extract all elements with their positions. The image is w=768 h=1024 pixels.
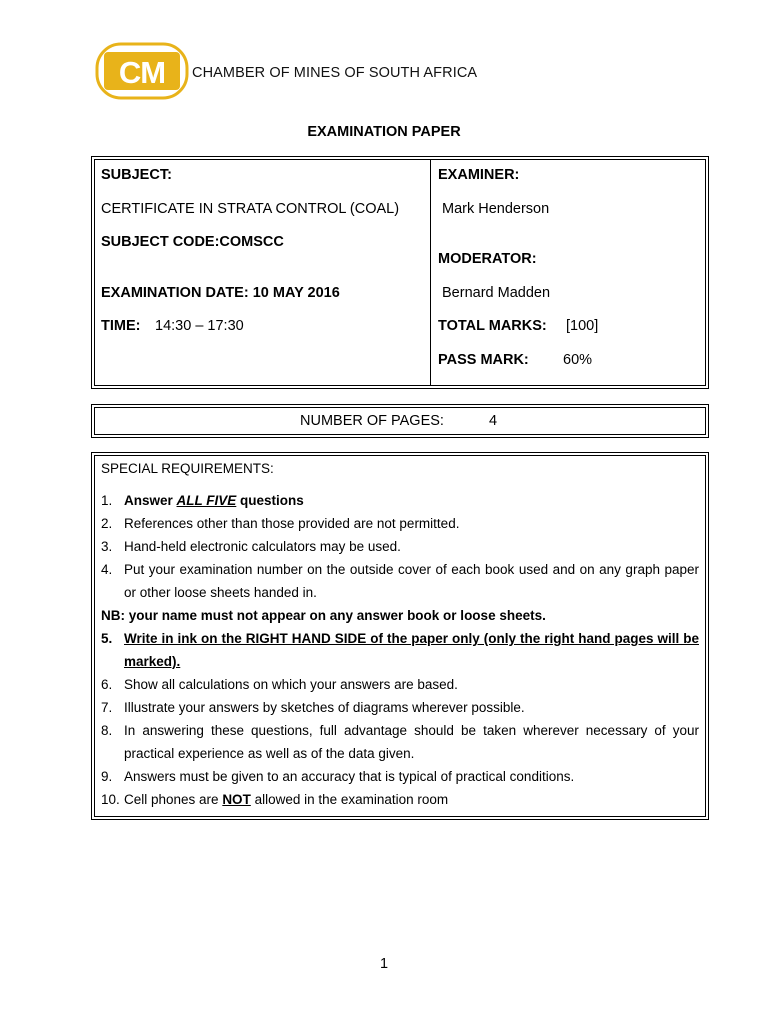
- list-item: [101, 558, 699, 604]
- list-item: [101, 765, 699, 788]
- moderator-label: MODERATOR:: [438, 251, 537, 267]
- subject-code: SUBJECT CODE:COMSCC: [101, 234, 284, 250]
- examiner-value: Mark Henderson: [442, 201, 550, 217]
- organization-logo: [95, 42, 477, 100]
- pass-mark-label: PASS MARK:: [438, 352, 529, 368]
- item-text-part: allowed in the examination room: [250, 792, 449, 807]
- item-number: 10.: [101, 792, 120, 807]
- item-text: Hand-held electronic calculators may be used.: [124, 539, 401, 554]
- cm-logo-icon: [95, 42, 189, 100]
- item-number: 7.: [101, 700, 113, 715]
- item-number: 5.: [101, 631, 113, 646]
- item-text: Show all calculations on which your answers are based.: [124, 677, 458, 692]
- pass-mark-value: 60%: [563, 352, 593, 368]
- requirements-heading: SPECIAL REQUIREMENTS:: [101, 461, 274, 476]
- column-divider: [430, 160, 431, 385]
- document-title: EXAMINATION PAPER: [307, 124, 461, 140]
- item-number: 4.: [101, 562, 113, 577]
- requirements-list: [101, 489, 699, 811]
- item-text: Put your examination number on the outside cover of each book used and on any graph paper or other loose sheets handed in.: [124, 562, 699, 600]
- page-number: 1: [379, 956, 389, 972]
- nb-note: NB: your name must not appear on any answer book or loose sheets.: [101, 608, 546, 623]
- item-emphasis: NOT: [222, 792, 251, 807]
- item-number: 3.: [101, 539, 113, 554]
- pages-box: [91, 404, 709, 438]
- exam-date: EXAMINATION DATE: 10 MAY 2016: [101, 285, 340, 301]
- pages-label: NUMBER OF PAGES:: [300, 413, 444, 429]
- item-text: Write in ink on the RIGHT HAND SIDE of the paper only (only the right hand pages will be marked).: [124, 631, 699, 669]
- list-item: [101, 696, 699, 719]
- item-text: [124, 489, 699, 512]
- logo-letters: CM: [118, 55, 166, 90]
- item-number: 6.: [101, 677, 113, 692]
- time-value: 14:30 – 17:30: [155, 318, 244, 334]
- item-text-part: Cell phones are: [124, 792, 223, 807]
- item-number: 2.: [101, 516, 113, 531]
- total-marks-label: TOTAL MARKS:: [438, 318, 547, 334]
- list-item: [101, 512, 699, 535]
- special-requirements-box: [91, 452, 709, 820]
- item-text: Illustrate your answers by sketches of diagrams wherever possible.: [124, 700, 525, 715]
- list-item: [101, 489, 699, 512]
- subject-value: CERTIFICATE IN STRATA CONTROL (COAL): [101, 201, 400, 217]
- list-item: [101, 627, 699, 673]
- total-marks-value: [100]: [566, 318, 599, 334]
- list-item: [101, 788, 699, 811]
- item-text-part: Answer: [124, 493, 177, 508]
- organization-name: CHAMBER OF MINES OF SOUTH AFRICA: [192, 65, 478, 81]
- item-text: References other than those provided are not permitted.: [124, 516, 460, 531]
- time-label: TIME:: [101, 318, 141, 334]
- item-text: In answering these questions, full advantage should be taken wherever necessary of your practical experience as well as of the data given.: [124, 723, 699, 761]
- list-item: [101, 673, 699, 696]
- list-item: [101, 535, 699, 558]
- item-number: 1.: [101, 493, 113, 508]
- exam-info-box: [91, 156, 709, 389]
- examiner-label: EXAMINER:: [438, 167, 520, 183]
- item-text-part: questions: [236, 493, 304, 508]
- list-item: [101, 719, 699, 765]
- pages-value: 4: [489, 413, 498, 429]
- subject-label: SUBJECT:: [101, 167, 172, 183]
- item-text: Answers must be given to an accuracy that is typical of practical conditions.: [124, 769, 575, 784]
- moderator-value: Bernard Madden: [442, 285, 551, 301]
- item-emphasis: ALL FIVE: [176, 493, 237, 508]
- item-number: 9.: [101, 769, 113, 784]
- item-text: [124, 788, 699, 811]
- item-number: 8.: [101, 723, 113, 738]
